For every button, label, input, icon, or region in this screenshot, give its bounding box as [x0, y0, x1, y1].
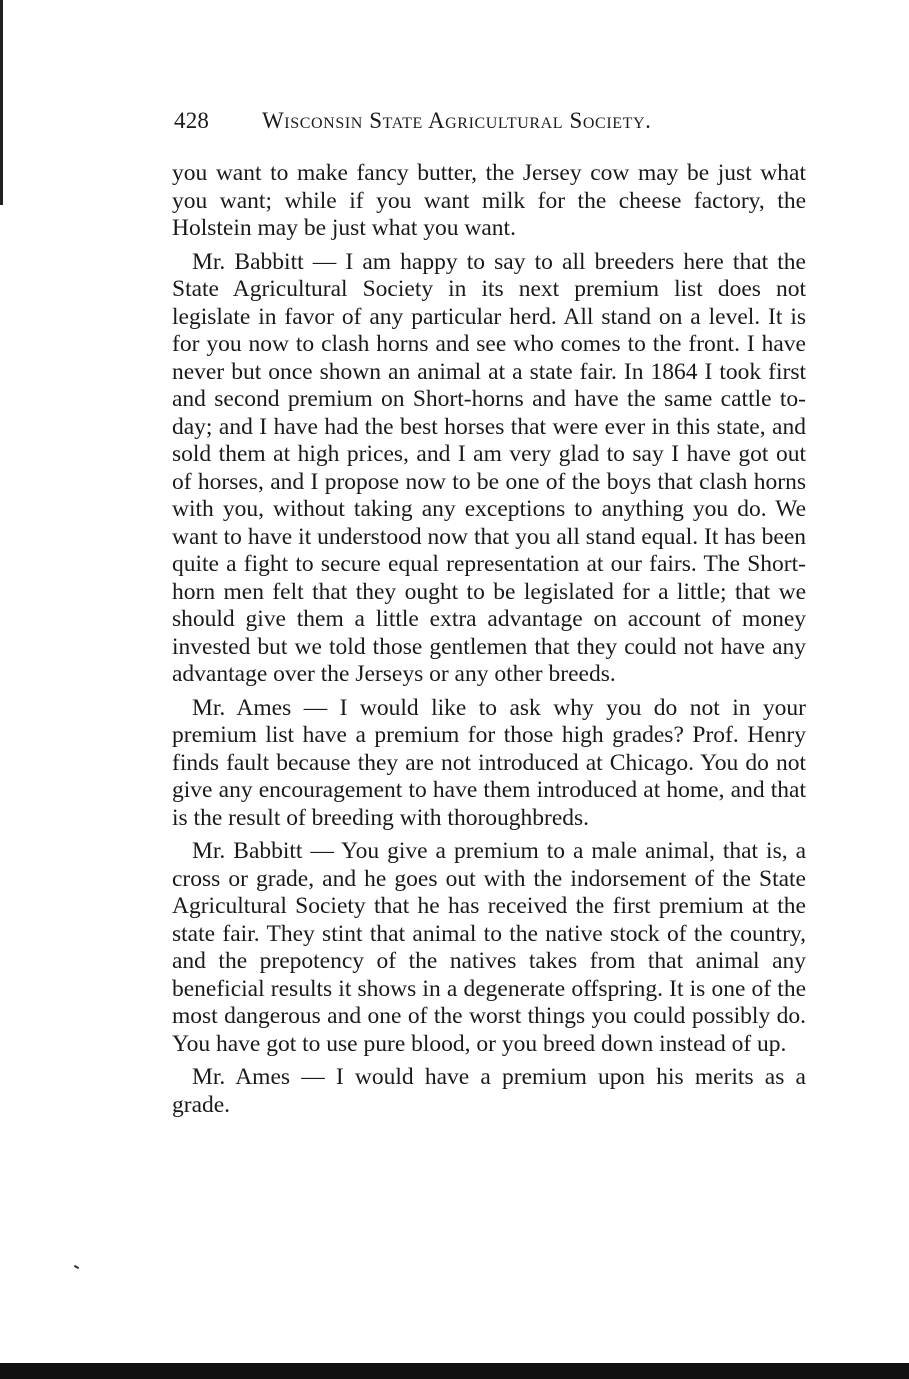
body-text: [172, 160, 806, 1125]
scan-bottom-edge: [0, 1363, 909, 1379]
running-head: Wisconsin State Agricultural Society.: [262, 108, 652, 133]
page-header: [174, 108, 734, 142]
page-number: 428: [174, 108, 210, 133]
paragraph-babbitt-2: Mr. Babbitt — You give a premium to a male animal, that is, a cross or grade, and he goes out with the indorsement of the State Agricultural Society that he has received the first premium at the state fair. They stint that animal to the native stock of the country, and the prepotency of the natives takes from that animal any beneficial results it shows in a degenerate offspring. It is one of the most dangerous and one of the worst things you could possibly do. You have got to use pure blood, or you breed down instead of up.: [172, 838, 806, 1057]
paragraph-babbitt-1: Mr. Babbitt — I am happy to say to all breeders here that the State Agricultural Society in its next premium list does not legislate in favor of any particular herd. All stand on a level. It is for you now to clash horns and see who comes to the front. I have never but once shown an animal at a state fair. In 1864 I took first and second premium on Short-horns and have the same cattle to-day; and I have had the best horses that were ever in this state, and sold them at high prices, and I am very glad to say I have got out of horses, and I propose now to be one of the boys that clash horns with you, without taking any exceptions to anything you do. We want to have it understood now that you all stand equal. It has been quite a fight to secure equal representation at our fairs. The Short-horn men felt that they ought to be legislated for a little; that we should give them a little extra advantage on account of money invested but we told those gentlemen that they could not have any advantage over the Jerseys or any other breeds.: [172, 248, 806, 687]
paragraph-ames-2: Mr. Ames — I would have a premium upon his merits as a grade.: [172, 1064, 806, 1118]
binding-edge-mark: [0, 0, 3, 205]
paragraph-ames-1: Mr. Ames — I would like to ask why you do not in your premium list have a premium for those high grades? Prof. Henry finds fault because they are not introduced at Chicago. You do not give any encouragement to have them introduced at home, and that is the result of breeding with thoroughbreds.: [172, 694, 806, 831]
paragraph-continued: you want to make fancy butter, the Jersey cow may be just what you want; while if you want milk for the cheese factory, the Holstein may be just what you want.: [172, 160, 806, 241]
stray-ink-mark: [74, 1265, 79, 1269]
